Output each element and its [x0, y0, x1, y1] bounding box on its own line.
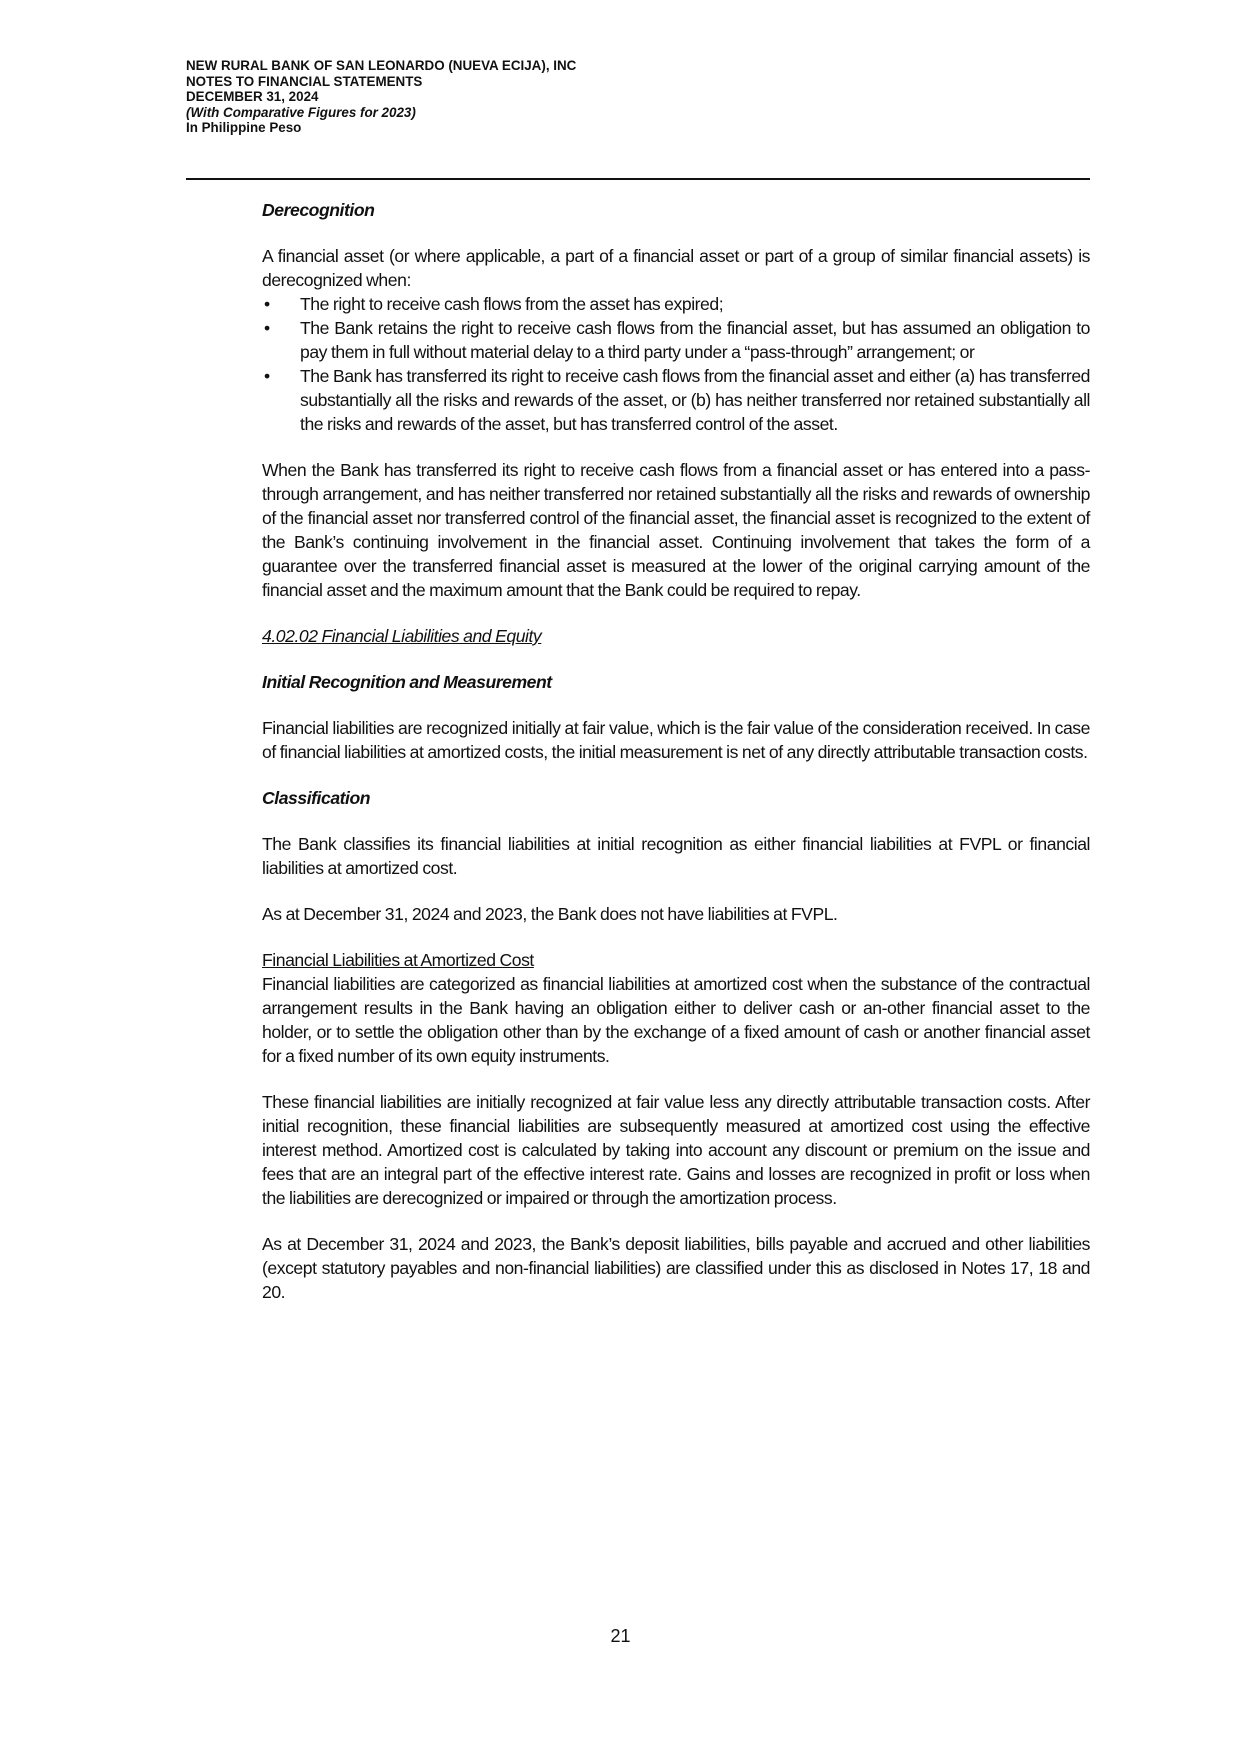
statement-date: DECEMBER 31, 2024: [186, 89, 319, 105]
list-item-text: The Bank retains the right to receive cash flows from the financial asset, but has assumed an obligation to pay them in full without material delay to a third party under a “pass-through” arrangement; or: [300, 318, 1090, 362]
fvpl-paragraph: As at December 31, 2024 and 2023, the Bank does not have liabilities at FVPL.: [262, 904, 838, 924]
page-header: [186, 58, 576, 136]
initial-recognition-heading: Initial Recognition and Measurement: [262, 672, 552, 692]
list-item: [262, 316, 1090, 364]
list-item: [262, 364, 1090, 436]
subsequent-measurement-paragraph: These financial liabilities are initially recognized at fair value less any directly attributable transaction costs. After initial recognition, these financial liabilities are subsequently measured at amortized cost using the effective interest method. Amortized cost is calculated by taking into account any discount or premium on the issue and fees that are an integral part of the effective interest rate. Gains and losses are recognized in profit or loss when the liabilities are derecognized or impaired or through the amortization process.: [262, 1092, 1090, 1208]
header-divider: [186, 178, 1090, 180]
list-item-text: The right to receive cash flows from the asset has expired;: [300, 294, 724, 314]
classified-liabilities-paragraph: As at December 31, 2024 and 2023, the Bank’s deposit liabilities, bills payable and accrued and other liabilities (except statutory payables and non-financial liabilities) are classified under this as disclosed in Notes 17, 18 and 20.: [262, 1234, 1090, 1302]
list-item: [262, 292, 1090, 316]
initial-recognition-paragraph: Financial liabilities are recognized initially at fair value, which is the fair value of the consideration received. In case of financial liabilities at amortized costs, the initial measurement is net of any directly attributable transaction costs.: [262, 718, 1090, 762]
company-name: NEW RURAL BANK OF SAN LEONARDO (NUEVA ECIJA), INC: [186, 58, 577, 73]
classification-heading: Classification: [262, 788, 371, 808]
currency-note: In Philippine Peso: [186, 120, 302, 136]
classification-paragraph: The Bank classifies its financial liabilities at initial recognition as either financial liabilities at FVPL or financial liabilities at amortized cost.: [262, 834, 1090, 878]
comparative-note: (With Comparative Figures for 2023): [186, 104, 416, 120]
list-item-text: The Bank has transferred its right to receive cash flows from the financial asset and either (a) has transferred substantially all the risks and rewards of the asset, or (b) has neither transferred nor retained substantially all the risks and rewards of the asset, but has transferred control of the asset.: [300, 366, 1090, 434]
document-title: NOTES TO FINANCIAL STATEMENTS: [186, 73, 423, 89]
bullet-icon: •: [264, 294, 270, 314]
section-title-financial-liabilities: 4.02.02 Financial Liabilities and Equity: [262, 626, 542, 646]
derecognition-conditions-list: [262, 292, 1090, 436]
amortized-cost-paragraph: Financial liabilities are categorized as financial liabilities at amortized cost when the substance of the contractual arrangement results in the Bank having an obligation either to deliver cash or an-other financial asset to the holder, or to settle the obligation other than by the exchange of a fixed amount of cash or another financial asset for a fixed number of its own equity instruments.: [262, 974, 1090, 1066]
amortized-cost-heading: Financial Liabilities at Amortized Cost: [262, 950, 534, 970]
page-body: [262, 198, 1090, 1304]
continuing-involvement-paragraph: When the Bank has transferred its right to receive cash flows from a financial asset or has entered into a pass-through arrangement, and has neither transferred nor retained substantially all the risks and rewards of ownership of the financial asset nor transferred control of the financial asset, the financial asset is recognized to the extent of the Bank’s continuing involvement in the financial asset. Continuing involvement that takes the form of a guarantee over the transferred financial asset is measured at the lower of the original carrying amount of the financial asset and the maximum amount that the Bank could be required to repay.: [262, 460, 1090, 600]
derecognition-heading: Derecognition: [262, 200, 375, 220]
page-number: 21: [610, 1626, 631, 1646]
derecognition-intro: A financial asset (or where applicable, a part of a financial asset or part of a group of similar financial assets) is derecognized when:: [262, 246, 1090, 290]
bullet-icon: •: [264, 318, 270, 338]
bullet-icon: •: [264, 366, 270, 386]
